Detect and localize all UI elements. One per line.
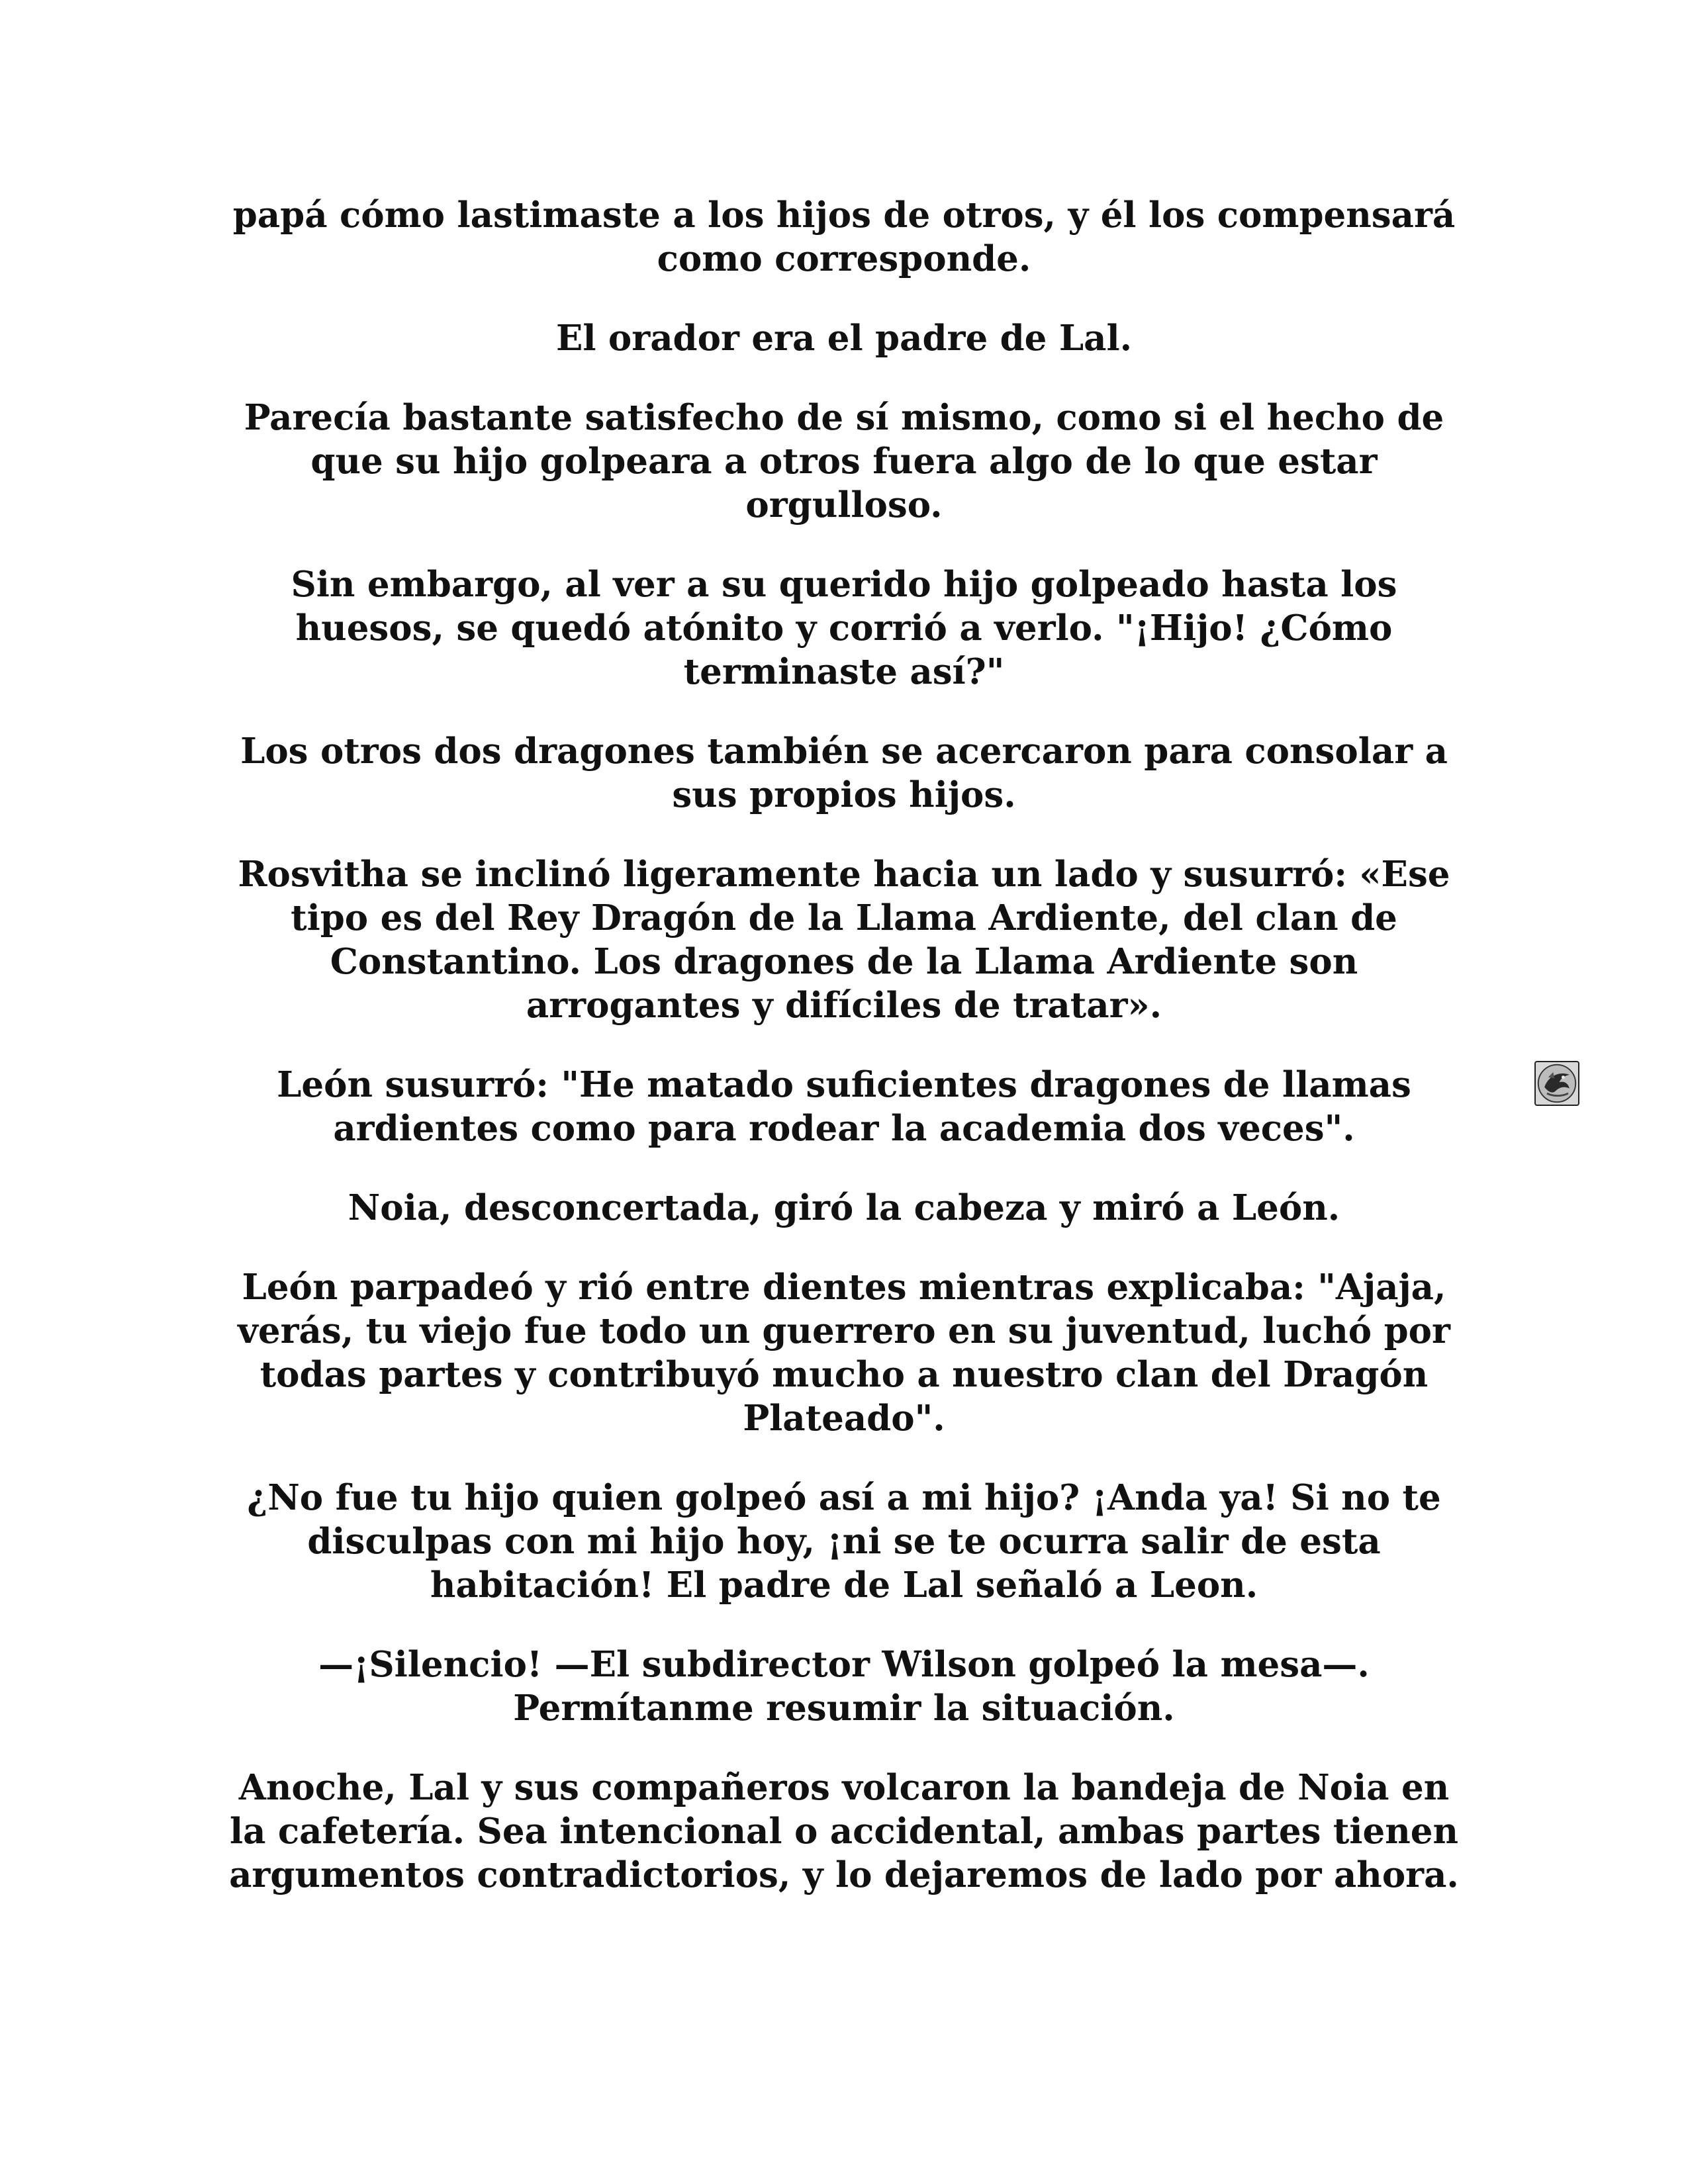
dragon-emblem-icon[interactable] (1534, 1061, 1579, 1106)
document-body (225, 193, 1463, 1933)
paragraph: ¿No fue tu hijo quien golpeó así a mi hijo? ¡Anda ya! Si no te disculpas con mi hijo hoy, ¡ni se te ocurra salir de esta habitación! El padre de Lal señaló a Leon. (247, 1477, 1441, 1606)
paragraph: Rosvitha se inclinó ligeramente hacia un lado y susurró: «Ese tipo es del Rey Dragón de la Llama Ardiente, del clan de Constantino. Los dragones de la Llama Ardiente son arrogantes y difíciles de tratar». (238, 854, 1450, 1026)
paragraph: —¡Silencio! —El subdirector Wilson golpeó la mesa—. Permítanme resumir la situación. (318, 1644, 1370, 1729)
dragon-emblem-graphic (1536, 1062, 1578, 1105)
paragraph: Noia, desconcertada, giró la cabeza y miró a León. (348, 1187, 1340, 1228)
paragraph: papá cómo lastimaste a los hijos de otros, y él los compensará como corresponde. (232, 195, 1456, 279)
paragraph: León parpadeó y rió entre dientes mientras explicaba: "Ajaja, verás, tu viejo fue todo un guerrero en su juventud, luchó por todas partes y contribuyó mucho a nuestro clan del Dragón Plateado". (238, 1267, 1450, 1439)
paragraph: El orador era el padre de Lal. (555, 318, 1133, 359)
paragraph: Parecía bastante satisfecho de sí mismo, como si el hecho de que su hijo golpeara a otros fuera algo de lo que estar orgulloso. (244, 397, 1444, 525)
paragraph: Los otros dos dragones también se acercaron para consolar a sus propios hijos. (240, 731, 1448, 815)
paragraph: Anoche, Lal y sus compañeros volcaron la bandeja de Noia en la cafetería. Sea intencional o accidental, ambas partes tienen argumentos contradictorios, y lo dejaremos de lado por ahora. (229, 1767, 1459, 1895)
paragraph: León susurró: "He matado suficientes dragones de llamas ardientes como para rodear la academia dos veces". (277, 1064, 1411, 1149)
paragraph: Sin embargo, al ver a su querido hijo golpeado hasta los huesos, se quedó atónito y corrió a verlo. "¡Hijo! ¿Cómo terminaste así?" (291, 564, 1397, 692)
